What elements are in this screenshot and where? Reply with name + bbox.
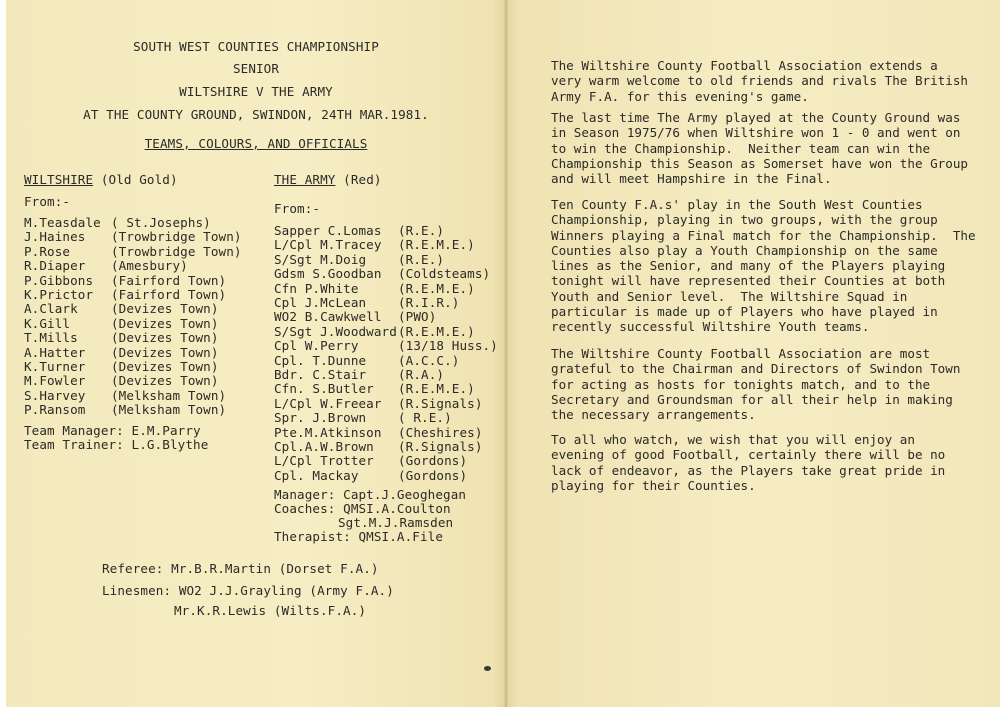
army-therapist: Therapist: QMSI.A.File [274, 529, 444, 544]
wiltshire-team-manager: Team Manager: E.M.Parry [24, 423, 201, 438]
wiltshire-player-club: (Devizes Town) [111, 359, 219, 374]
army-heading [274, 173, 382, 187]
army-player-unit: (R.E.) [398, 251, 445, 267]
wiltshire-player-club: (Devizes Town) [111, 344, 219, 360]
wiltshire-player-club: (Devizes Town) [111, 301, 219, 317]
wiltshire-player-club: (Melksham Town) [111, 387, 227, 403]
army-player-unit: (R.I.R.) [398, 295, 460, 310]
wiltshire-player-name: T.Mills [24, 330, 78, 346]
army-player-name: Pte.M.Atkinson [274, 424, 382, 440]
referee: Referee: Mr.B.R.Martin (Dorset F.A.) [102, 561, 379, 576]
wiltshire-player-name: J.Haines [24, 229, 86, 245]
wiltshire-player-club: ( St.Josephs) [111, 215, 211, 230]
army-player-unit: ( R.E.) [398, 410, 452, 426]
history-paragraph: The last time The Army played at the County Ground was in Season 1975/76 when Wiltshire won 1 - 0 and went on to win the Championship. Neither team can win the Championship this Season as Somerset have won the Group and will meet Hampshire in the Final. [551, 110, 969, 187]
army-player-unit: (A.C.C.) [398, 352, 460, 368]
wiltshire-player-name: S.Harvey [24, 387, 86, 403]
army-player-name: Cpl. T.Dunne [274, 352, 367, 368]
wiltshire-player-name: M.Teasdale [24, 215, 101, 230]
wiltshire-player-club: (Fairford Town) [111, 287, 227, 302]
army-player-name: Bdr. C.Stair [274, 367, 367, 382]
wiltshire-player-name: P.Rose [24, 243, 71, 259]
wiltshire-player-name: K.Gill [24, 315, 71, 331]
championship-title: SOUTH WEST COUNTIES CHAMPIONSHIP [133, 39, 379, 54]
army-player-unit: (13/18 Huss.) [398, 338, 498, 354]
army-manager: Manager: Capt.J.Geoghegan [274, 487, 467, 502]
wiltshire-player-club: (Devizes Town) [111, 330, 219, 346]
wiltshire-heading [24, 173, 178, 187]
army-player-name: S/Sgt M.Doig [274, 251, 367, 267]
army-player-name: Cpl.A.W.Brown [274, 439, 374, 454]
page-fold [504, 0, 508, 707]
army-player-name: Gdsm S.Goodban [274, 266, 382, 282]
army-player-unit: (R.E.M.E.) [398, 237, 475, 253]
army-player-name: Cfn P.White [274, 280, 359, 296]
army-from-label: From:- [274, 201, 321, 216]
wiltshire-player-name: K.Prictor [24, 287, 94, 302]
championship-paragraph: Ten County F.A.s' play in the South West Counties Championship, playing in two groups, with the group Winners playing a Final match for the Championship. The Counties also play a Youth Championship on the same lines as the Senior, and many of the Players playing tonight will have represented their Counties at both Youth and Senior level. The Wiltshire Squad in particular is made up of Players who have played in recently successful Wiltshire Youth teams. [551, 197, 976, 335]
wiltshire-player-club: (Devizes Town) [111, 315, 219, 331]
level-label: SENIOR [232, 61, 280, 76]
wiltshire-player-club: (Devizes Town) [111, 373, 219, 389]
wiltshire-player-name: A.Clark [24, 301, 78, 317]
wiltshire-player-name: A.Hatter [24, 344, 86, 360]
army-coach-second: Sgt.M.J.Ramsden [338, 515, 454, 530]
wiltshire-player-club: (Fairford Town) [111, 272, 227, 288]
fixture-title: WILTSHIRE V THE ARMY [179, 84, 333, 99]
wiltshire-from-label: From:- [24, 194, 71, 209]
wiltshire-team-trainer: Team Trainer: L.G.Blythe [24, 437, 209, 452]
army-player-name: Cpl W.Perry [274, 338, 359, 354]
linesmen: Linesmen: WO2 J.J.Grayling (Army F.A.) [102, 583, 394, 598]
wiltshire-player-club: (Amesbury) [111, 258, 188, 274]
army-player-unit: (PWO) [398, 309, 437, 325]
wiltshire-player-name: P.Gibbons [24, 272, 94, 288]
wiltshire-colour: (Old Gold) [100, 172, 178, 187]
army-player-unit: (R.E.M.E.) [398, 280, 475, 296]
army-player-name: L/Cpl M.Tracey [274, 237, 382, 253]
army-player-name: Cpl J.McLean [274, 295, 367, 310]
wiltshire-player-club: (Melksham Town) [111, 402, 227, 418]
army-player-name: L/Cpl Trotter [274, 453, 374, 469]
army-player-unit: (R.A.) [398, 367, 445, 382]
army-player-name: Cpl. Mackay [274, 467, 359, 483]
ink-mark [484, 666, 491, 671]
welcome-paragraph: The Wiltshire County Football Association extends a very warm welcome to old friends and rivals The British Army F.A. for this evening's game. [551, 58, 969, 104]
army-coaches: Coaches: QMSI.A.Coulton [274, 501, 451, 516]
thanks-paragraph: The Wiltshire County Football Association are most grateful to the Chairman and Directors of Swindon Town for acting as hosts for tonights match, and to the Secretary and Groundsman for all their help in making the necessary arrangements. [551, 346, 961, 423]
army-player-name: S/Sgt J.Woodward [274, 323, 397, 339]
army-player-unit: (R.E.M.E.) [398, 381, 475, 397]
army-player-unit: (Coldsteams) [398, 266, 491, 282]
army-colour: (Red) [343, 172, 382, 187]
army-player-unit: (R.E.M.E.) [398, 323, 475, 339]
army-player-unit: (R.Signals) [398, 439, 483, 454]
wiltshire-player-club: (Trowbridge Town) [111, 229, 242, 245]
section-heading: TEAMS, COLOURS, AND OFFICIALS [144, 136, 368, 151]
linesman-second: Mr.K.R.Lewis (Wilts.F.A.) [174, 603, 367, 618]
venue-date: AT THE COUNTY GROUND, SWINDON, 24TH MAR.1981. [83, 107, 429, 122]
army-player-name: Spr. J.Brown [274, 410, 367, 426]
army-player-name: L/Cpl W.Freear [274, 395, 382, 411]
army-player-name: Cfn. S.Butler [274, 381, 374, 397]
army-player-name: Sapper C.Lomas [274, 223, 382, 238]
closing-paragraph: To all who watch, we wish that you will enjoy an evening of good Football, certainly there will be no lack of endeavor, as the Players take great pride in playing for their Counties. [551, 432, 946, 493]
wiltshire-player-name: R.Diaper [24, 258, 86, 274]
wiltshire-player-club: (Trowbridge Town) [111, 243, 242, 259]
army-player-unit: (Gordons) [398, 453, 468, 469]
army-player-unit: (R.Signals) [398, 395, 483, 411]
wiltshire-player-name: P.Ransom [24, 402, 86, 418]
army-player-unit: (Cheshires) [398, 424, 483, 440]
army-player-unit: (R.E.) [398, 223, 445, 238]
wiltshire-player-name: K.Turner [24, 359, 86, 374]
army-player-name: WO2 B.Cawkwell [274, 309, 382, 325]
wiltshire-team-name: WILTSHIRE [24, 172, 94, 187]
wiltshire-player-name: M.Fowler [24, 373, 86, 389]
army-player-unit: (Gordons) [398, 467, 468, 483]
army-team-name: THE ARMY [274, 172, 336, 187]
